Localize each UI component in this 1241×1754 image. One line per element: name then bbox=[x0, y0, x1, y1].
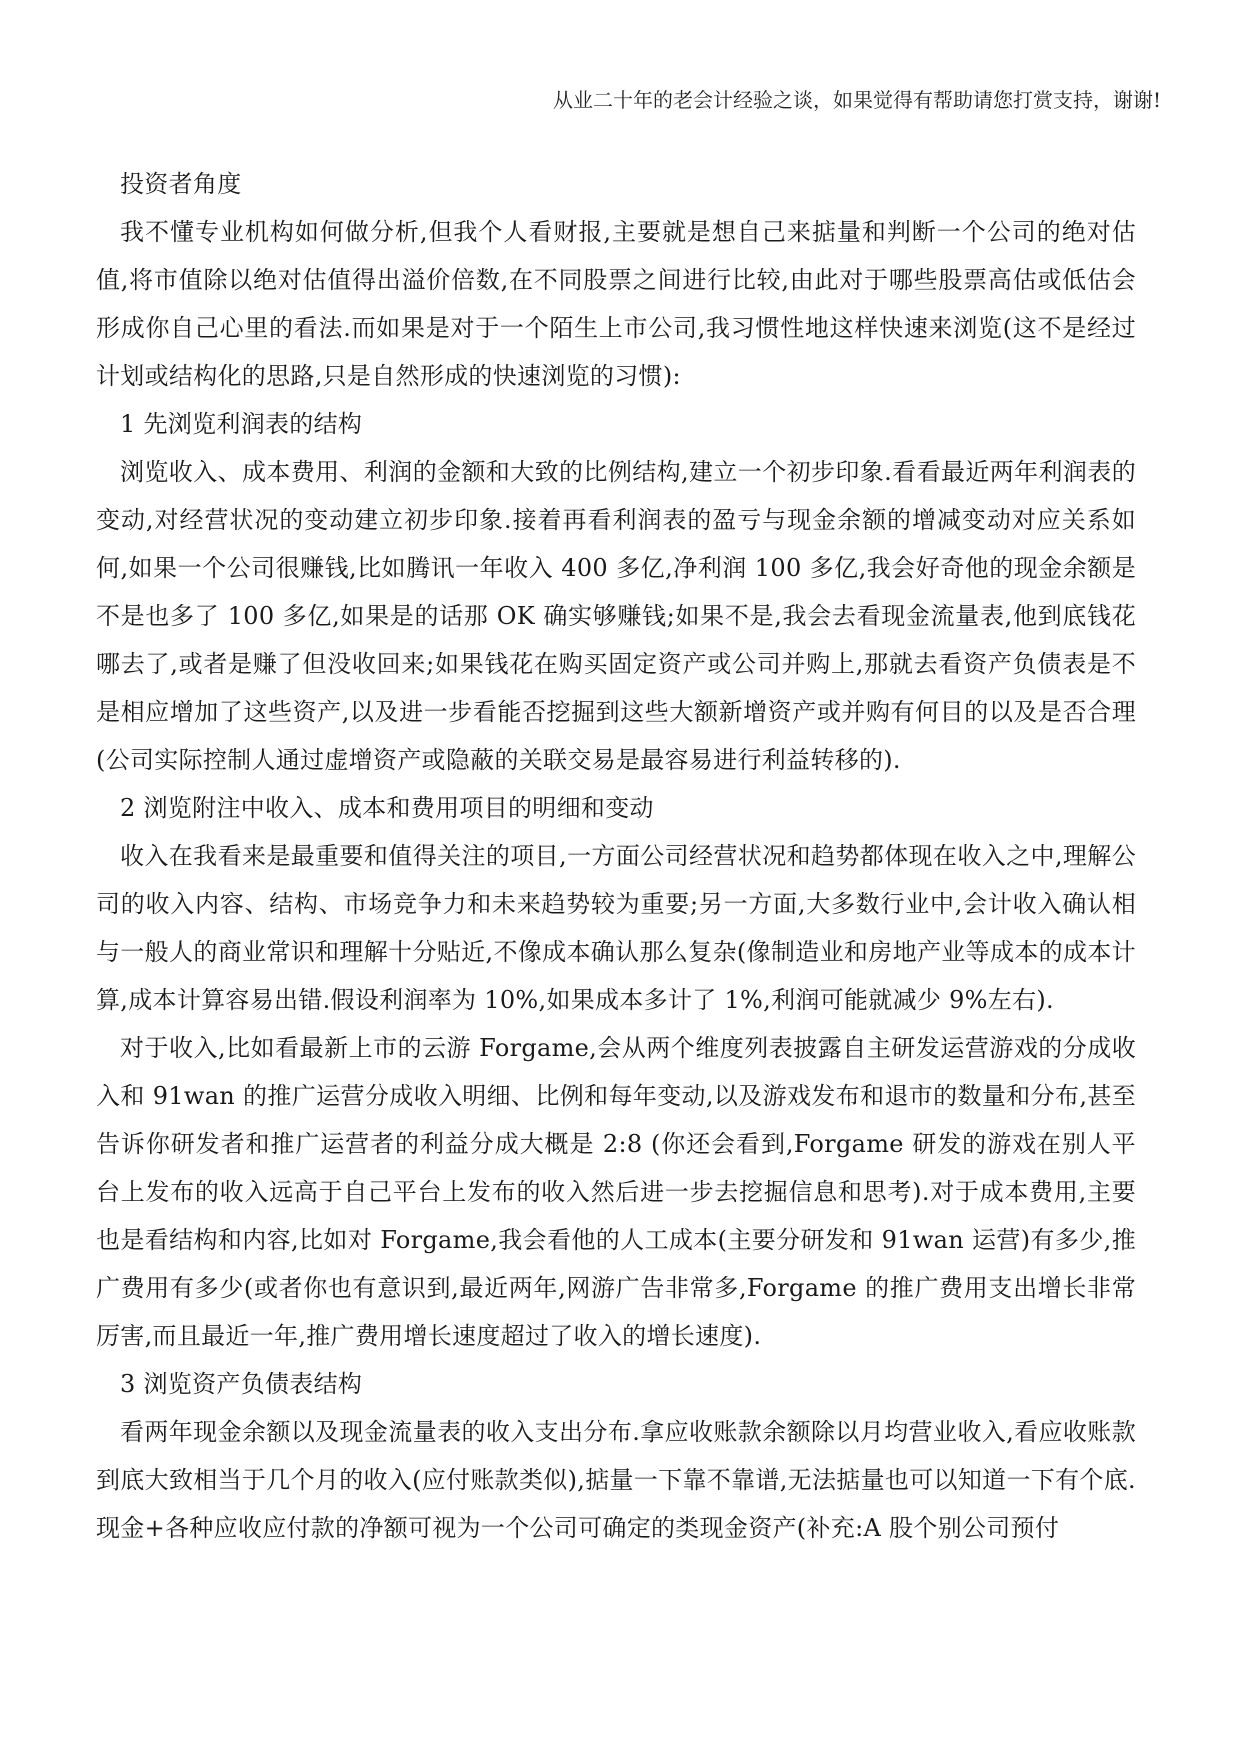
section-heading-notes-detail: 2 浏览附注中收入、成本和费用项目的明细和变动 bbox=[120, 794, 654, 822]
paragraph-revenue-importance: 收入在我看来是最重要和值得关注的项目,一方面公司经营状况和趋势都体现在收入之中,理解公司的收入内容、结构、市场竞争力和未来趋势较为重要;另一方面,大多数行业中,会计收入确认相与一般人的商业常识和理解十分贴近,不像成本确认那么复杂(像制造业和房地产业等成本的成本计算,成本计算容易出错.假设利润率为 10%,如果成本多计了 1%,利润可能就减少 9%左右). bbox=[96, 842, 1136, 1014]
paragraph-income-statement: 浏览收入、成本费用、利润的金额和大致的比例结构,建立一个初步印象.看看最近两年利润表的变动,对经营状况的变动建立初步印象.接着再看利润表的盈亏与现金余额的增减变动对应关系如何,如果一个公司很赚钱,比如腾讯一年收入 400 多亿,净利润 100 多亿,我会好奇他的现金余额是不是也多了 100 多亿,如果是的话那 OK 确实够赚钱;如果不是,我会去看现金流量表,他到底钱花哪去了,或者是赚了但没收回来;如果钱花在购买固定资产或公司并购上,那就去看资产负债表是不是相应增加了这些资产,以及进一步看能否挖掘到这些大额新增资产或并购有何目的以及是否合理(公司实际控制人通过虚增资产或隐蔽的关联交易是最容易进行利益转移的). bbox=[96, 458, 1136, 774]
section-heading-income-statement: 1 先浏览利润表的结构 bbox=[120, 410, 363, 438]
paragraph-forgame-example: 对于收入,比如看最新上市的云游 Forgame,会从两个维度列表披露自主研发运营游戏的分成收入和 91wan 的推广运营分成收入明细、比例和每年变动,以及游戏发布和退市的数量和分布,甚至告诉你研发者和推广运营者的利益分成大概是 2:8 (你还会看到,Forgame 研发的游戏在别人平台上发布的收入远高于自己平台上发布的收入然后进一步去挖掘信息和思考).对于成本费用,主要也是看结构和内容,比如对 Forgame,我会看他的人工成本(主要分研发和 91wan 运营)有多少,推广费用有多少(或者你也有意识到,最近两年,网游广告非常多,Forgame 的推广费用支出增长非常厉害,而且最近一年,推广费用增长速度超过了收入的增长速度). bbox=[96, 1034, 1136, 1350]
header-note: 从业二十年的老会计经验之谈，如果觉得有帮助请您打赏支持，谢谢! bbox=[552, 88, 1161, 112]
article-body bbox=[96, 160, 1136, 1552]
section-heading-investor-perspective: 投资者角度 bbox=[120, 170, 242, 198]
paragraph-intro: 我不懂专业机构如何做分析,但我个人看财报,主要就是想自己来掂量和判断一个公司的绝对估值,将市值除以绝对估值得出溢价倍数,在不同股票之间进行比较,由此对于哪些股票高估或低估会形成你自己心里的看法.而如果是对于一个陌生上市公司,我习惯性地这样快速来浏览(这不是经过计划或结构化的思路,只是自然形成的快速浏览的习惯): bbox=[96, 218, 1136, 390]
section-heading-balance-sheet: 3 浏览资产负债表结构 bbox=[120, 1370, 363, 1398]
paragraph-balance-sheet: 看两年现金余额以及现金流量表的收入支出分布.拿应收账款余额除以月均营业收入,看应收账款到底大致相当于几个月的收入(应付账款类似),掂量一下靠不靠谱,无法掂量也可以知道一下有个底.现金+各种应收应付款的净额可视为一个公司可确定的类现金资产(补充:A 股个别公司预付 bbox=[96, 1418, 1136, 1542]
